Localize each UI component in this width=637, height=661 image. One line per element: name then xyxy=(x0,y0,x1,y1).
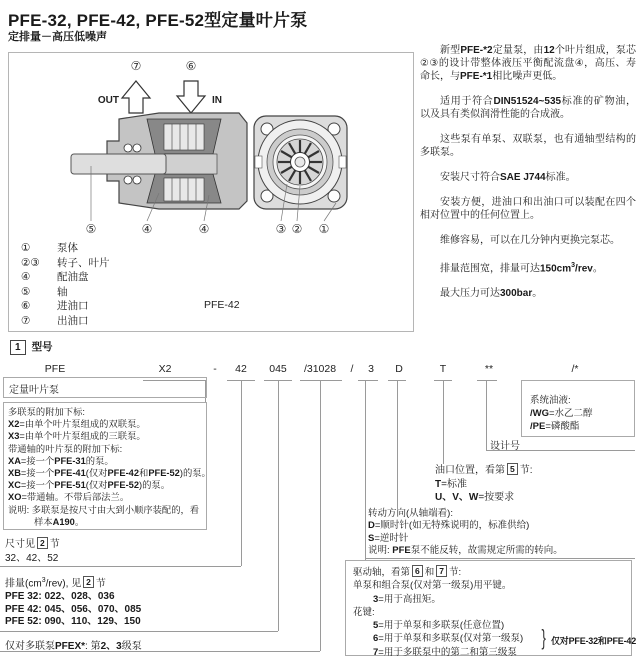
model-line: XA=接一个PFE-31的泵。 xyxy=(8,455,114,466)
multi-pump-note xyxy=(5,637,142,652)
underline-31028 xyxy=(300,380,342,381)
model-line: 多联泵的附加下标: xyxy=(8,407,85,417)
underline-3 xyxy=(358,380,378,381)
connector-42 xyxy=(241,380,242,566)
code-token-d: D xyxy=(395,363,403,375)
model-line: 尺寸见 2 节 xyxy=(5,538,60,550)
code-token-31028: /31028 xyxy=(303,363,337,375)
intro-paragraph: 新型PFE-*2定量泵，由12个叶片组成，泵芯②③的设计带整体液压平衡配流盘④，高压、寿命长，与PFE-*1相比噪声更低。 xyxy=(420,45,637,82)
brace-note: 仅对PFE-32和PFE-42 xyxy=(551,636,637,646)
model-line: 5=用于单泵和多联泵(任意位置) xyxy=(373,620,505,632)
model-line: 32、42、52 xyxy=(5,552,59,564)
callout-7: ⑦ xyxy=(130,59,142,73)
code-token-stars: ** xyxy=(484,363,494,375)
rule-rotation xyxy=(365,558,635,559)
figure-caption: PFE-42 xyxy=(204,299,240,311)
vane-slot-upper xyxy=(164,124,204,150)
model-line: XC=接一个PFE-51(仅对PFE-52)的泵。 xyxy=(8,480,171,491)
connector-t xyxy=(443,380,444,464)
displacement-block xyxy=(5,575,141,629)
callout-4a: ④ xyxy=(141,222,153,236)
legend-row: ⑥ 进油口 xyxy=(21,300,89,313)
bracket-045 xyxy=(0,631,278,632)
model-line: D=顺时针(如无特殊说明的，标准供给) xyxy=(368,520,530,532)
callout-2: ② xyxy=(291,222,303,236)
model-line: 说明: PFE泵不能反转，故需规定所需的转向。 xyxy=(368,544,563,556)
intro-paragraph: 维修容易，可以在几分钟内更换完泵芯。 xyxy=(440,235,620,246)
section-header xyxy=(10,339,53,355)
model-line: PFE 32: 022、028、036 xyxy=(5,590,115,602)
model-line: 说明: 多联泵是按尺寸由大到小顺序装配的，看 xyxy=(8,504,200,515)
callout-6: ⑥ xyxy=(185,59,197,73)
intro-paragraph: 最大压力可达300bar。 xyxy=(440,288,543,300)
code-token-fluid: /* xyxy=(571,363,579,375)
multi-pump-suffix-box xyxy=(3,402,211,530)
model-line: 7=用于多联泵中的第二和第三级泵 xyxy=(373,646,517,658)
pump-cross-section xyxy=(71,113,247,209)
callout-4b: ④ xyxy=(198,222,210,236)
code-token-3: 3 xyxy=(368,363,374,375)
inlet-arrow-icon xyxy=(177,81,205,113)
underline-stars xyxy=(477,380,497,381)
section-number: 1 xyxy=(10,340,26,355)
model-line: 6=用于单泵和多联泵(仅对第一级泵) xyxy=(373,633,524,645)
design-number-label: 设计号 xyxy=(490,441,520,452)
model-line: /WG=水乙二醇 xyxy=(530,408,593,419)
vane-slot-lower xyxy=(164,178,204,201)
connector-3 xyxy=(365,380,366,560)
callout-5: ⑤ xyxy=(85,222,97,236)
connector-045 xyxy=(278,380,279,631)
size-block xyxy=(5,537,60,565)
model-line: 排量$(cm^3/rev)$, 见 2 节 xyxy=(5,577,106,590)
callout-3: ③ xyxy=(275,222,287,236)
page-subtitle: 定排量－高压低噪声 xyxy=(8,31,107,43)
rotation-direction-block xyxy=(368,508,563,557)
intro-paragraph: 适用于符合DIN51524~535标准的矿物油，以及具有类似润滑性能的合成液。 xyxy=(420,96,636,120)
out-label: OUT xyxy=(97,95,119,106)
callout-1: ① xyxy=(318,222,330,236)
model-line: PFE 52: 090、110、129、150 xyxy=(5,616,141,628)
system-fluid-box xyxy=(521,380,635,437)
connector-stars xyxy=(486,380,487,450)
model-line: 花键: xyxy=(353,606,375,618)
intro-paragraph: 安装方便，进油口和出油口可以装配在四个相对位置中的任何位置上。 xyxy=(420,197,636,221)
code-token-045: 045 xyxy=(269,363,287,375)
connector-31028 xyxy=(320,380,321,651)
figure-legend xyxy=(21,241,110,329)
model-line: 系统油液: xyxy=(530,395,571,406)
legend-row: ⑤ 轴 xyxy=(21,285,68,298)
legend-row: ① 泵体 xyxy=(21,242,78,254)
legend-row: ④ 配油盘 xyxy=(21,271,89,284)
model-line: U、V、W=按要求 xyxy=(435,492,515,503)
code-token-t: T xyxy=(439,363,447,375)
model-line: XO=带通轴。不带后部法兰。 xyxy=(8,492,130,503)
code-token-x2: X2 xyxy=(158,363,172,375)
connector-d xyxy=(397,380,398,509)
model-line: X3=由单个叶片泵组成的三联泵。 xyxy=(8,431,146,442)
pump-front-view xyxy=(254,116,347,209)
model-line: 样本A190。 xyxy=(34,516,85,527)
model-line: S=逆时针 xyxy=(368,532,409,544)
port-position-block xyxy=(435,463,533,505)
legend-row: ②③ 转子、叶片 xyxy=(21,256,110,269)
page-title: PFE-32, PFE-42, PFE-52型定量叶片泵 xyxy=(8,11,308,30)
bracket-42 xyxy=(0,566,241,567)
bearing-ball xyxy=(133,144,141,152)
pump-figure-box xyxy=(8,52,414,332)
intro-paragraph: 排量范围宽，排量可达$150cm^3$/rev。 xyxy=(440,262,603,275)
in-label: IN xyxy=(212,95,222,106)
model-line: T=标准 xyxy=(435,478,467,490)
code-token-dash: - xyxy=(213,363,217,375)
model-line: 单泵和组合泵(仅对第一级泵)用平键。 xyxy=(353,580,512,592)
bearing-ball xyxy=(124,144,132,152)
bearing-ball xyxy=(124,176,132,184)
model-line: 油口位置，看第 5 节: xyxy=(435,464,533,476)
model-line: 3=用于高扭矩。 xyxy=(373,593,441,605)
code-token-pfe: PFE xyxy=(44,363,66,375)
code-token-42: 42 xyxy=(235,363,247,375)
intro-text xyxy=(420,44,636,312)
bearing-ball xyxy=(133,176,141,184)
model-line: /PE=磷酸酯 xyxy=(530,421,580,432)
model-line: XB=接一个PFE-41(仅对PFE-42和PFE-52)的泵。 xyxy=(8,468,211,479)
model-line: X2=由单个叶片泵组成的双联泵。 xyxy=(8,419,146,430)
brace-icon: } xyxy=(541,625,546,650)
intro-paragraph: 这些泵有单泵、双联泵，也有通轴型结构的多联泵。 xyxy=(420,134,636,158)
drive-shaft xyxy=(71,154,166,174)
legend-row: ⑦ 出油口 xyxy=(21,314,89,327)
model-line: 带通轴的叶片泵的附加下标: xyxy=(8,443,123,454)
model-line: 仅对多联泵PFEX*: 第2、3级泵 xyxy=(5,641,142,652)
code-token-slash: / xyxy=(350,363,354,375)
model-line: 转动方向(从轴端看): xyxy=(368,508,453,519)
pump-type-box: 定量叶片泵 xyxy=(3,377,207,398)
section-title: 型号 xyxy=(31,341,53,353)
outlet-arrow-icon xyxy=(122,81,150,113)
model-line: PFE 42: 045、056、070、085 xyxy=(5,603,142,615)
model-line: 驱动轴，看第 6 和 7 节: xyxy=(353,566,462,578)
intro-paragraph: 安装尺寸符合SAE J744标准。 xyxy=(440,172,576,183)
